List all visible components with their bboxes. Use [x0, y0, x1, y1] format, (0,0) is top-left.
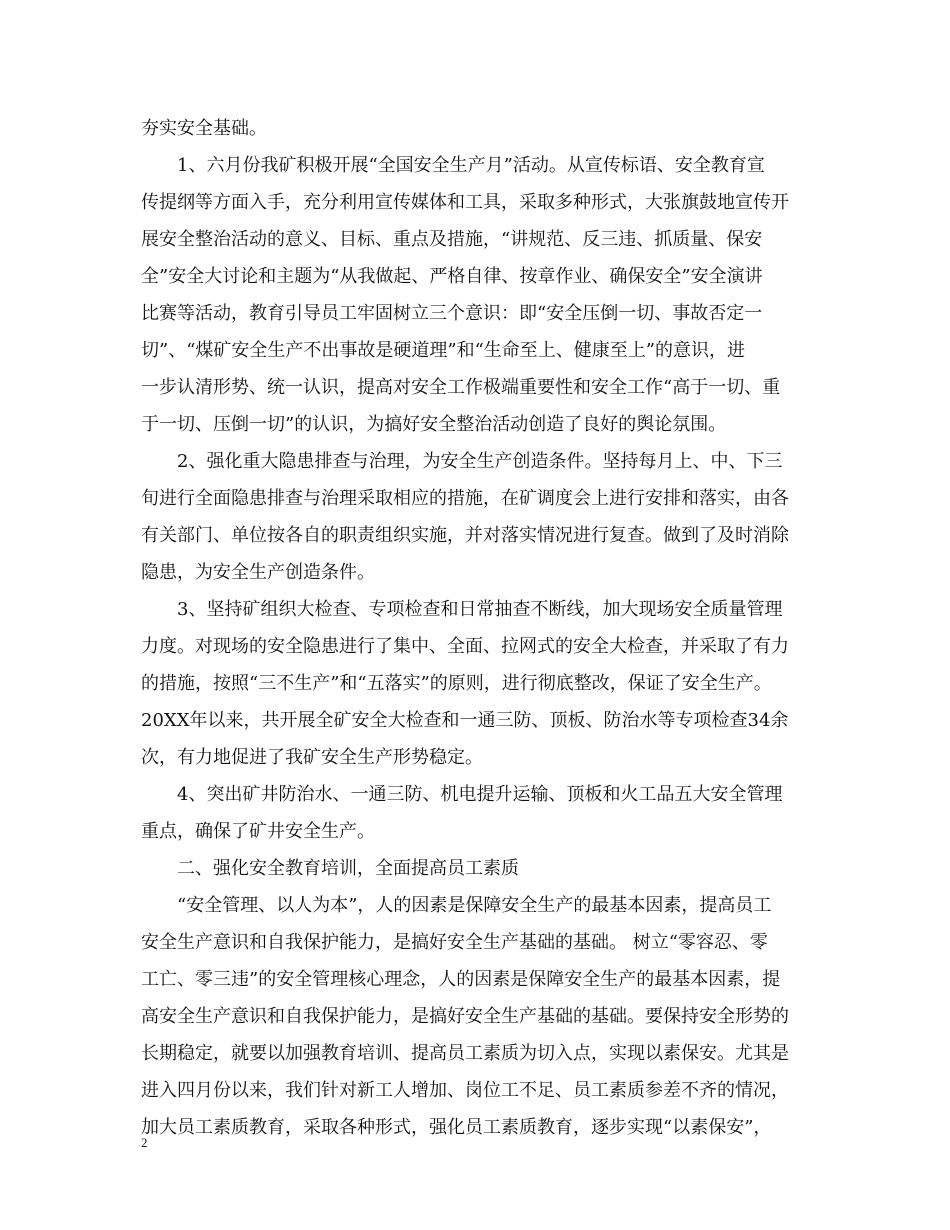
text-line: 展安全整治活动的意义、目标、重点及措施，“讲规范、反三违、抓质量、保安 [141, 229, 763, 250]
text-line: 有关部门、单位按各自的职责组织实施，并对落实情况进行复查。做到了及时消除 [141, 525, 789, 546]
text-line: 旬进行全面隐患排查与治理采取相应的措施，在矿调度会上进行安排和落实，由各 [141, 488, 789, 509]
text-line: 切”、“煤矿安全生产不出事故是硬道理”和“生命至上、健康至上”的意识，进 [141, 340, 746, 361]
text-line: 比赛等活动，教育引导员工牢固树立三个意识：即“安全压倒一切、事故否定一 [141, 303, 763, 324]
text-line: 2、强化重大隐患排查与治理，为安全生产创造条件。坚持每月上、中、下三 [177, 451, 783, 472]
text-line: 工亡、零三违”的安全管理核心理念，人的因素是保障安全生产的最基本因素，提 [141, 969, 781, 990]
document-body [141, 110, 809, 1146]
text-line: 力度。对现场的安全隐患进行了集中、全面、拉网式的安全大检查，并采取了有力 [141, 636, 789, 657]
text-line: 次，有力地促进了我矿安全生产形势稳定。 [141, 747, 483, 768]
text-line: 20XX年以来，共开展全矿安全大检查和一通三防、顶板、防治水等专项检查34余 [141, 710, 789, 731]
text-line: 1、六月份我矿积极开展“全国安全生产月”活动。从宣传标语、安全教育宣 [177, 155, 765, 176]
text-line: 的措施，按照“三不生产”和“五落实”的原则，进行彻底整改，保证了安全生产。 [141, 673, 772, 694]
text-line: 重点，确保了矿井安全生产。 [141, 821, 375, 842]
page-number: 2 [141, 1135, 148, 1150]
text-line: 进入四月份以来，我们针对新工人增加、岗位工不足、员工素质参差不齐的情况， [141, 1080, 789, 1101]
text-line: 夯实安全基础。 [141, 118, 267, 139]
text-line: “安全管理、以人为本”，人的因素是保障安全生产的最基本因素，提高员工 [177, 895, 772, 916]
section-heading: 二、强化安全教育培训，全面提高员工素质 [177, 858, 519, 879]
text-line: 于一切、压倒一切”的认识，为搞好安全整治活动创造了良好的舆论氛围。 [141, 414, 727, 435]
text-line: 3、坚持矿组织大检查、专项检查和日常抽查不断线，加大现场安全质量管理 [177, 599, 783, 620]
text-line: 一步认清形势、统一认识，提高对安全工作极端重要性和安全工作“高于一切、重 [141, 377, 781, 398]
text-line: 4、突出矿井防治水、一通三防、机电提升运输、顶板和火工品五大安全管理 [177, 784, 783, 805]
text-line: 高安全生产意识和自我保护能力，是搞好安全生产基础的基础。要保持安全形势的 [141, 1006, 789, 1027]
text-line: 全”安全大讨论和主题为“从我做起、严格自律、按章作业、确保安全”安全演讲 [141, 266, 763, 287]
text-line: 长期稳定，就要以加强教育培训、提高员工素质为切入点，实现以素保安。尤其是 [141, 1043, 789, 1064]
text-line: 加大员工素质教育，采取各种形式，强化员工素质教育，逐步实现“以素保安”， [141, 1117, 772, 1138]
text-line: 传提纲等方面入手，充分利用宣传媒体和工具，采取多种形式，大张旗鼓地宣传开 [141, 192, 789, 213]
text-line: 隐患，为安全生产创造条件。 [141, 562, 375, 583]
text-line: 安全生产意识和自我保护能力，是搞好安全生产基础的基础。 树立“零容忍、零 [141, 932, 768, 953]
